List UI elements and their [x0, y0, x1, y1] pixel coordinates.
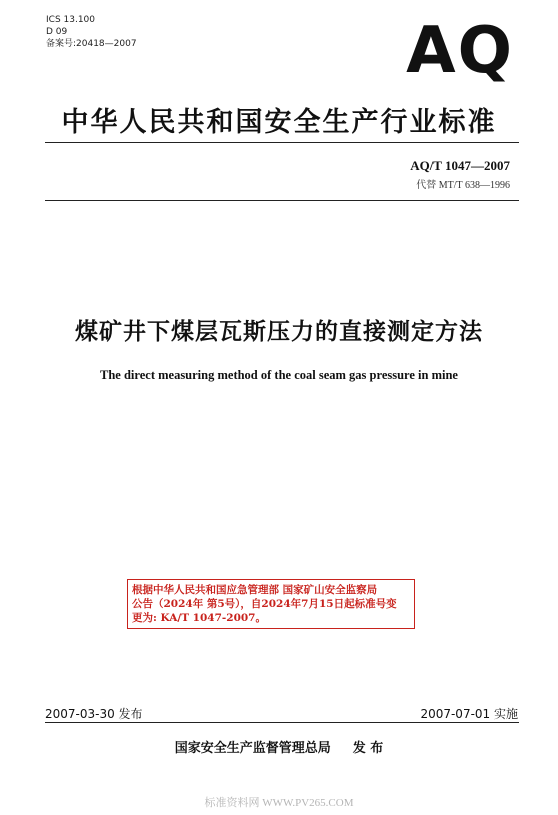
- standard-code: AQ/T 1047—2007: [410, 158, 510, 173]
- bottom-rule: [45, 722, 519, 723]
- standard-category-title: 中华人民共和国安全生产行业标准: [61, 107, 497, 138]
- notice-line: 根据中华人民共和国应急管理部 国家矿山安全监察局: [132, 584, 378, 596]
- document-title-cn: 煤矿井下煤层瓦斯压力的直接测定方法: [75, 319, 483, 345]
- replaces-standard: 代替 MT/T 638—1996: [416, 180, 510, 191]
- classification-code: D 09: [46, 27, 68, 37]
- aq-logo: AQ: [406, 14, 514, 88]
- implementation-date: 2007-07-01 实施: [420, 707, 518, 721]
- document-title-en: The direct measuring method of the coal seam gas pressure in mine: [100, 368, 458, 382]
- notice-line: 更为: KA/T 1047-2007。: [132, 612, 266, 624]
- publisher: [0, 737, 558, 756]
- publish-action: 发 布: [352, 741, 384, 756]
- middle-rule: [45, 200, 519, 201]
- renumbering-notice-stamp: [127, 579, 415, 629]
- top-rule: [45, 142, 519, 143]
- watermark: 标准资料网 WWW.PV265.COM: [204, 797, 354, 809]
- record-number: 备案号:20418—2007: [46, 39, 137, 49]
- publisher-name: 国家安全生产监督管理总局: [174, 741, 331, 756]
- issue-date: 2007-03-30 发布: [45, 707, 143, 721]
- notice-line: 公告（2024年 第5号），自2024年7月15日起标准号变: [132, 598, 397, 610]
- ics-code: ICS 13.100: [46, 15, 96, 25]
